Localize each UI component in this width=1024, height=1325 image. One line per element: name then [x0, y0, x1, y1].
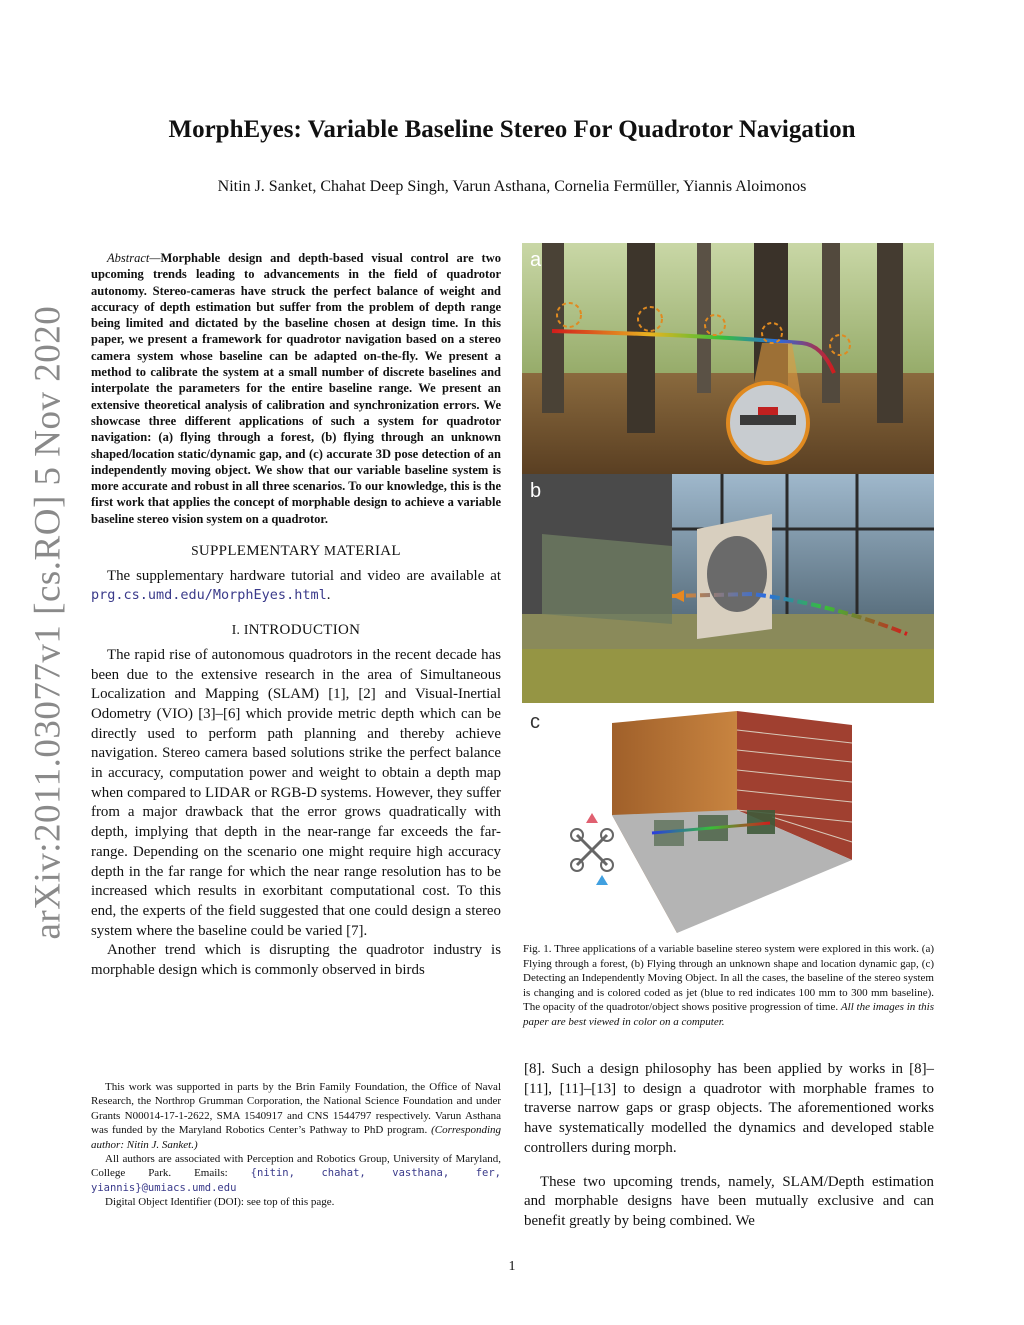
supplementary-link[interactable]: prg.cs.umd.edu/MorphEyes.html — [91, 587, 327, 604]
abstract-text: Morphable design and depth-based visual control are two upcoming trends leading to advancements in the field of quadrotor autonomy. Stereo-cameras have struck the perfect balance of weight and accuracy of depth estimation but suffer from the problem of depth range being limited and dictated by the baseline chosen at design time. In this paper, we present a framework for quadrotor navigation based on a stereo camera system whose baseline can be adapted on-the-fly. We present a method to calibrate the system at a small number of discrete baselines and interpolate the parameters for the entire baseline range. We present an extensive theoretical analysis of calibration and synchronization errors. We showcase three different applications of such a system for quadrotor navigation: (a) flying through a forest, (b) flying through an unknown shaped/location static/dynamic gap, and (c) accurate 3D pose detection of an independently moving object. We show that our variable baseline system is more accurate and robust in all three scenarios. To our knowledge, this is the first work that applies the concept of morphable design to achieve a variable baseline stereo vision system on a quadrotor. — [91, 251, 501, 526]
panel-a-forest-image — [522, 243, 934, 474]
right-column — [524, 1060, 934, 1232]
figure-1 — [522, 243, 934, 938]
panel-label-b: b — [530, 480, 542, 502]
affiliation-note: All authors are associated with Perception and Robotics Group, University of Maryland, College Park. Emails: {nitin, chahat, vasthana, fer, yiannis}@umiacs.umd.edu — [91, 1153, 501, 1194]
page-number: 1 — [508, 1259, 516, 1274]
abstract — [91, 250, 501, 527]
arxiv-id: arXiv:2011.03077v1 [cs.RO] 5 Nov 2020 — [27, 305, 69, 940]
supplementary-text: The supplementary hardware tutorial and video are available at prg.cs.umd.edu/MorphEyes.html. — [91, 567, 501, 604]
figure-caption: Fig. 1. Three applications of a variable baseline stereo system were explored in this work. (a) Flying through a forest, (b) Flying through an unknown shape and location dynamic gap, (c) Detecting an Independently Moving Object. In all the cases, the baseline of the stereo system is changing and is colored coded as jet (blue to red indicates 100 mm to 300 mm baseline). The opacity of the quadrotor/object shows positive progression of time. All the images in this paper are best viewed in color on a computer. — [523, 943, 935, 1028]
right-paragraph-2: These two upcoming trends, namely, SLAM/Depth estimation and morphable designs have been mutually exclusive and can benefit greatly by being combined. We — [524, 1173, 934, 1229]
right-paragraph-1: [8]. Such a design philosophy has been applied by works in [8]–[11], [11]–[13] to design a quadrotor with morphable frames to traverse narrow gaps or grasp objects. The aforementioned works have systematically modelled the dynamics and developed stable controllers during morph. — [524, 1061, 934, 1156]
doi-note: Digital Object Identifier (DOI): see top of this page. — [105, 1196, 335, 1209]
panel-label-c: c — [530, 711, 540, 733]
abstract-label: Abstract— — [107, 251, 161, 265]
emails: {nitin, chahat, vasthana, fer, yiannis}@umiacs.umd.edu — [91, 1167, 501, 1194]
left-column — [91, 250, 501, 981]
author-list: Nitin J. Sanket, Chahat Deep Singh, Varun Asthana, Cornelia Fermüller, Yiannis Aloimonos — [217, 178, 807, 195]
paper-title: MorphEyes: Variable Baseline Stereo For Quadrotor Navigation — [168, 116, 856, 143]
intro-paragraph-2: Another trend which is disrupting the quadrotor industry is morphable design which is commonly observed in birds — [91, 942, 501, 979]
supplementary-heading: SUPPLEMENTARY MATERIAL — [191, 543, 401, 560]
panel-label-a: a — [530, 249, 542, 271]
funding-note: This work was supported in parts by the Brin Family Foundation, the Office of Naval Research, the Northrop Grumman Corporation, the National Science Foundation and under Grants N00014-17-1-2622, SMA 1540917 and CNS 1544797 respectively. Varun Asthana was funded by the Maryland Robotics Center’s Pathway to PhD program. (Corresponding author: Nitin J. Sanket.) — [91, 1081, 501, 1151]
panel-c-imo-image — [522, 705, 934, 938]
footnote — [91, 1080, 501, 1210]
introduction-heading: I. INTRODUCTION — [231, 622, 361, 639]
intro-paragraph-1: The rapid rise of autonomous quadrotors in the recent decade has been due to the extensive research in the area of Simultaneous Localization and Mapping (SLAM) [1], [2] and Visual-Inertial Odometry (VIO) [3]–[6] which provide metric depth which can be directly used to perform path planning and thereby achieve navigation. Stereo camera based solutions strike the perfect balance in accuracy, computation power and weight to obtain a depth map when compared to LIDAR or RGB-D systems. However, they suffer from a major drawback that the error grows quadratically with depth, implying that depth in the near-range far exceeds the far-range. Depending on the scenario one might require high accuracy depth in the far range for which the near range resolution has to be increased which results in exorbitant computational cost. To this end, the experts of the field suggested that one could design a stereo system where the baseline could be varied [7]. — [91, 646, 501, 939]
panel-b-gap-image — [522, 474, 934, 703]
